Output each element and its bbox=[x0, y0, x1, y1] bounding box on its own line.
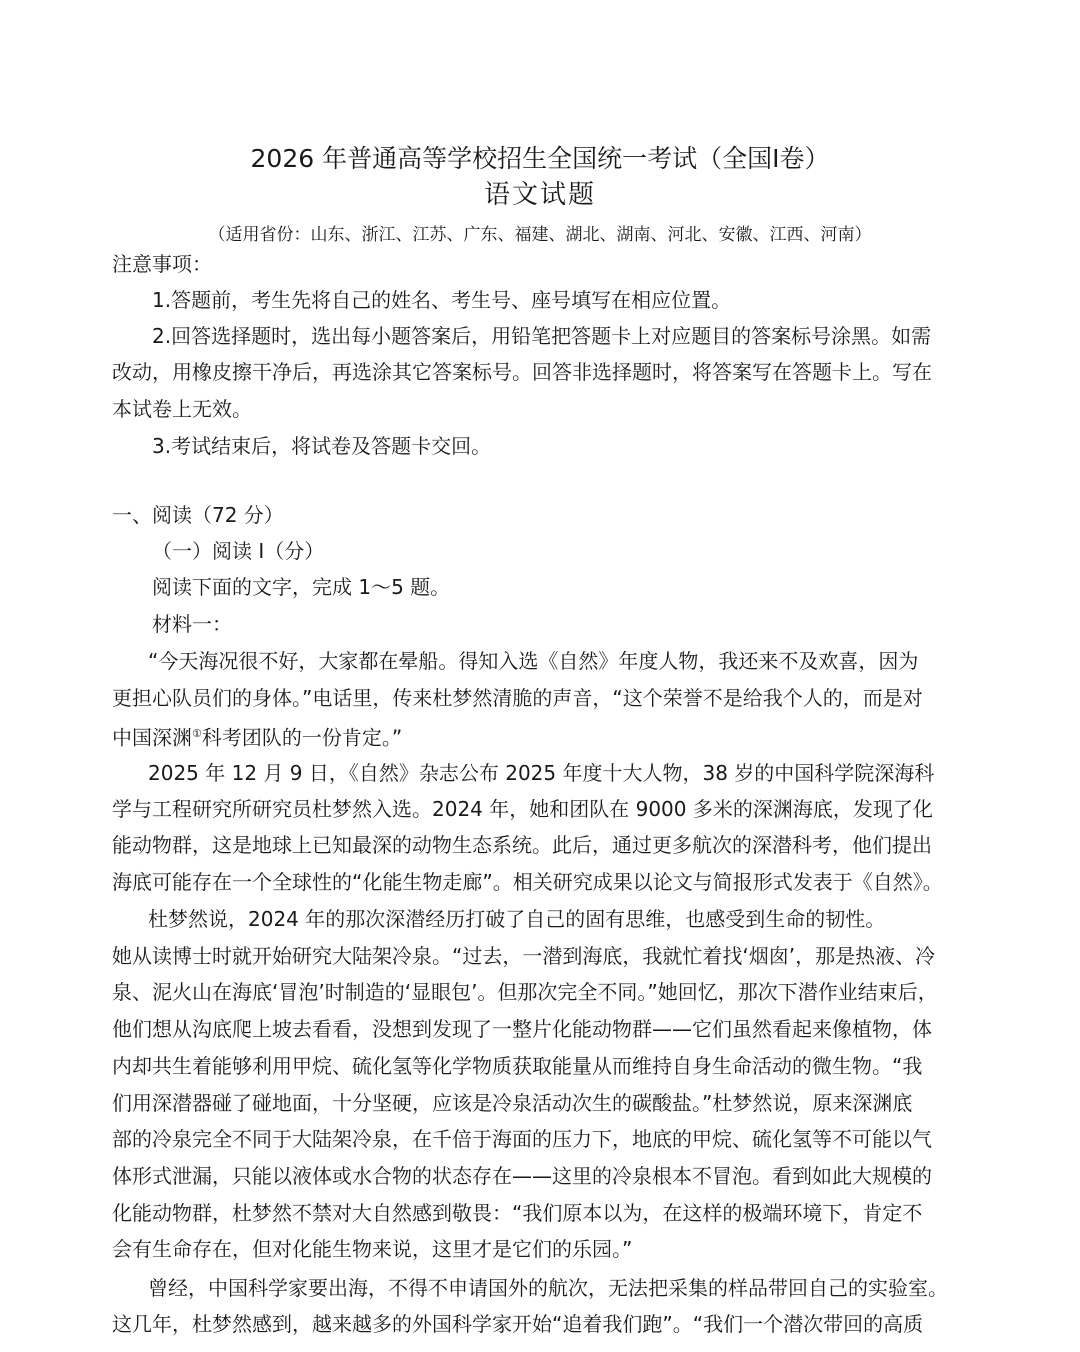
exam-title: 2026 年普通高等学校招生全国统一考试（全国I卷） bbox=[250, 144, 830, 173]
passage-line: 会有生命存在，但对化能生物来说，这里才是它们的乐园。” bbox=[112, 1237, 633, 1261]
passage-line: 化能动物群，杜梦然不禁对大自然感到敬畏：“我们原本以为，在这样的极端环境下，肯定不 bbox=[112, 1201, 923, 1225]
passage-line: 内却共生着能够利用甲烷、硫化氢等化学物质获取能量从而维持自身生命活动的微生物。“我 bbox=[112, 1054, 923, 1078]
passage-line: 学与工程研究所研究员杜梦然入选。2024 年，她和团队在 9000 多米的深渊海底，发现了化 bbox=[112, 797, 933, 821]
passage-line: 曾经，中国科学家要出海，不得不申请国外的航次，无法把采集的样品带回自己的实验室。 bbox=[148, 1276, 948, 1300]
passage-line bbox=[112, 720, 402, 752]
passage-line: 体形式泄漏，只能以液体或水合物的状态存在——这里的冷泉根本不冒泡。看到如此大规模的 bbox=[112, 1164, 932, 1188]
notice-item-3: 3.考试结束后，将试卷及答题卡交回。 bbox=[152, 434, 492, 458]
passage-line: 能动物群，这是地球上已知最深的动物生态系统。此后，通过更多航次的深潜科考，他们提出 bbox=[112, 833, 932, 857]
passage-line: 她从读博士时就开始研究大陆架冷泉。“过去，一潜到海底，我就忙着找‘烟囱’，那是热液、冷 bbox=[112, 944, 936, 968]
passage-line: 更担心队员们的身体。”电话里，传来杜梦然清脆的声音，“这个荣誉不是给我个人的，而是对 bbox=[112, 686, 923, 710]
passage-line: 2025 年 12 月 9 日，《自然》杂志公布 2025 年度十大人物，38 岁的中国科学院深海科 bbox=[148, 761, 935, 785]
notice-item-2-line-1: 2.回答选择题时，选出每小题答案后，用铅笔把答题卡上对应题目的答案标号涂黑。如需 bbox=[152, 324, 932, 348]
passage-line: 泉、泥火山在海底‘冒泡’时制造的‘显眼包’。但那次完全不同。”她回忆，那次下潜作业结束后， bbox=[112, 980, 938, 1004]
reading-instruction: 阅读下面的文字，完成 1～5 题。 bbox=[152, 575, 451, 599]
passage-line: 这几年，杜梦然感到，越来越多的外国科学家开始“追着我们跑”。“我们一个潜次带回的高质 bbox=[112, 1312, 924, 1336]
passage-line: 海底可能存在一个全球性的“化能生物走廊”。相关研究成果以论文与简报形式发表于《自然》。 bbox=[112, 870, 943, 894]
applicable-provinces: （适用省份：山东、浙江、江苏、广东、福建、湖北、湖南、河北、安徽、江西、河南） bbox=[208, 225, 872, 245]
passage-text: 中国深渊 bbox=[112, 725, 192, 750]
passage-line: 杜梦然说，2024 年的那次深潜经历打破了自己的固有思维，也感受到生命的韧性。 bbox=[148, 907, 886, 931]
notice-item-1: 1.答题前，考生先将自己的姓名、考生号、座号填写在相应位置。 bbox=[152, 288, 732, 312]
footnote-marker: ① bbox=[192, 727, 202, 740]
section-heading: 一、阅读（72 分） bbox=[112, 503, 284, 527]
passage-text: 科考团队的一份肯定。” bbox=[201, 725, 403, 750]
passage-line: 们用深潜器碰了碰地面，十分坚硬，应该是冷泉活动次生的碳酸盐。”杜梦然说，原来深渊底 bbox=[112, 1091, 913, 1115]
passage-line: 部的冷泉完全不同于大陆架冷泉，在千倍于海面的压力下，地底的甲烷、硫化氢等不可能以气 bbox=[112, 1127, 932, 1151]
notice-item-2-line-2: 改动，用橡皮擦干净后，再选涂其它答案标号。回答非选择题时，将答案写在答题卡上。写在 bbox=[112, 360, 932, 384]
notice-item-2-line-3: 本试卷上无效。 bbox=[112, 397, 252, 421]
passage-line: 他们想从沟底爬上坡去看看，没想到发现了一整片化能动物群——它们虽然看起来像植物，体 bbox=[112, 1017, 932, 1041]
passage-line: “今天海况很不好，大家都在晕船。得知入选《自然》年度人物，我还来不及欢喜，因为 bbox=[148, 649, 919, 673]
subsection-heading: （一）阅读 I（分） bbox=[152, 539, 325, 563]
material-label: 材料一： bbox=[152, 612, 232, 636]
exam-subtitle: 语文试题 bbox=[483, 180, 596, 210]
notice-heading: 注意事项： bbox=[112, 252, 212, 276]
